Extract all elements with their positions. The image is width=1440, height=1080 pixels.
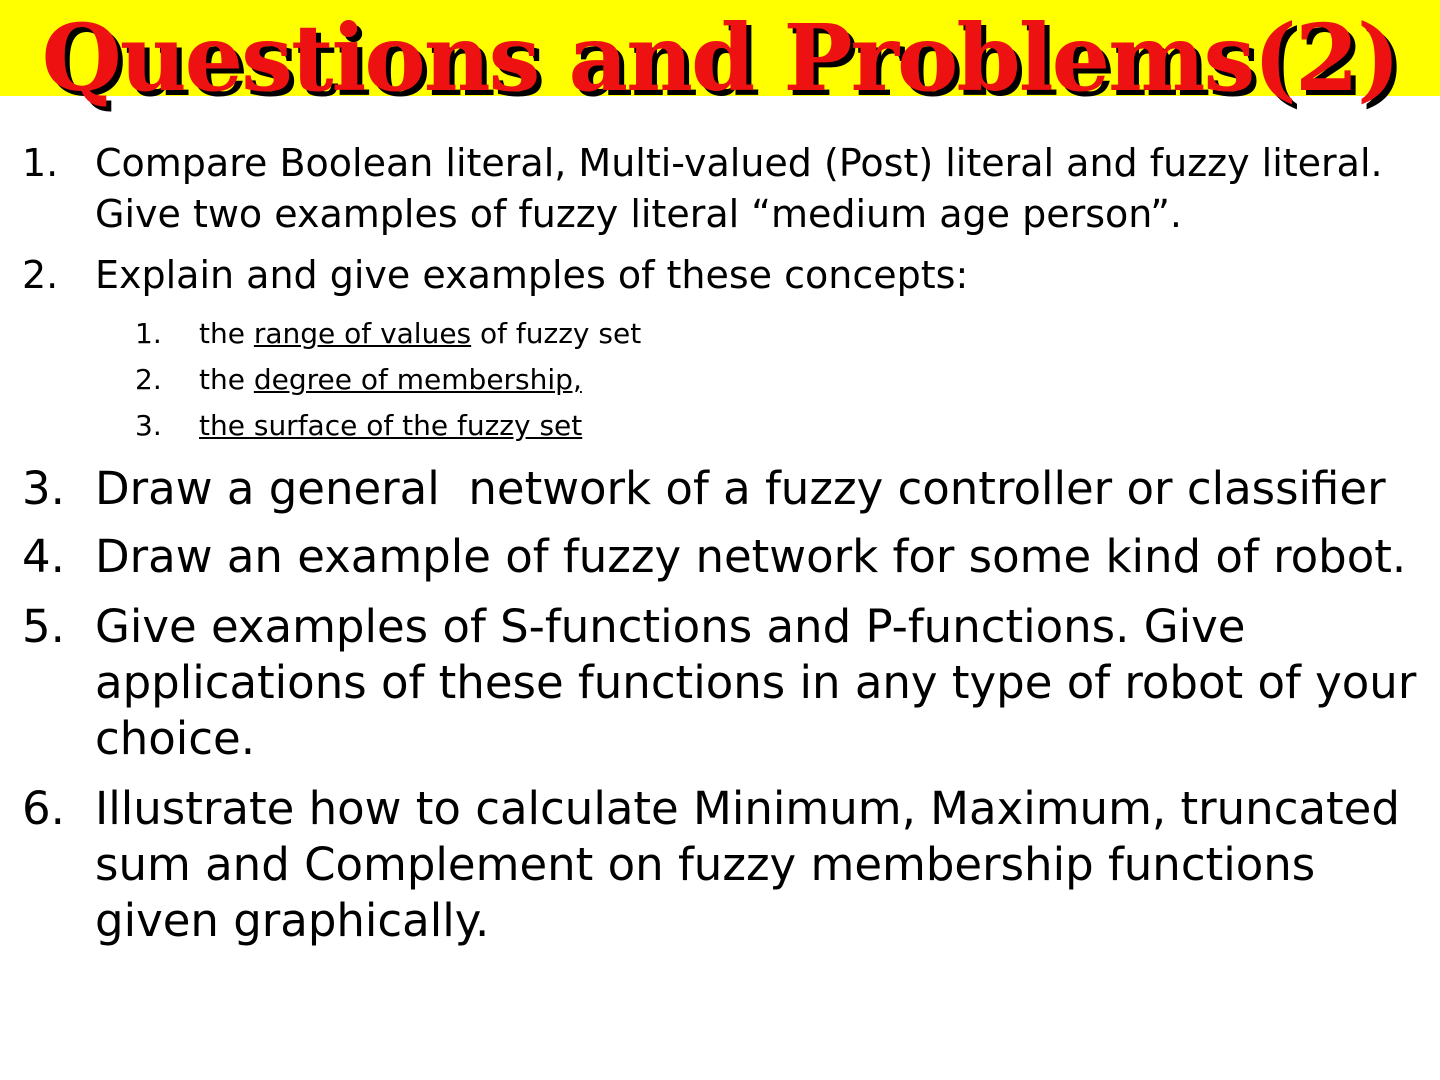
question-item-1 xyxy=(0,138,1440,240)
question-text: Illustrate how to calculate Minimum, Maximum, truncated sum and Complement on fuzzy membership functions given graphically. xyxy=(95,782,1400,947)
question-number: 6. xyxy=(22,782,65,835)
question-number: 1. xyxy=(22,141,59,185)
question-text: Give examples of S-functions and P-functions. Give applications of these functions in any type of robot of your choice. xyxy=(95,600,1417,765)
concept-suffix: of fuzzy set xyxy=(471,317,642,350)
concept-sublist xyxy=(0,311,1440,449)
question-text: Draw a general network of a fuzzy controller or classifier xyxy=(95,462,1386,515)
question-text: Draw an example of fuzzy network for some kind of robot. xyxy=(95,530,1407,583)
concept-item-3 xyxy=(0,403,1440,449)
question-item-6 xyxy=(0,781,1440,949)
question-item-5 xyxy=(0,599,1440,767)
concept-underlined: the surface of the fuzzy set xyxy=(199,409,583,442)
question-text: Explain and give examples of these concepts: xyxy=(95,253,969,297)
slide-title: Questions and Problems(2) xyxy=(41,4,1399,112)
question-item-4 xyxy=(0,529,1440,585)
concept-item-1 xyxy=(0,311,1440,357)
question-item-3 xyxy=(0,461,1440,517)
concept-number: 2. xyxy=(135,363,162,396)
question-number: 2. xyxy=(22,253,59,297)
concept-prefix: the xyxy=(199,363,254,396)
concept-underlined: range of values xyxy=(253,317,472,350)
concept-underlined: degree of membership, xyxy=(253,363,582,396)
question-list xyxy=(0,138,1440,949)
concept-number: 3. xyxy=(135,409,162,442)
question-number: 4. xyxy=(22,530,65,583)
concept-prefix: the xyxy=(199,317,254,350)
question-number: 3. xyxy=(22,462,65,515)
question-text: Compare Boolean literal, Multi-valued (Post) literal and fuzzy literal. Give two examples of fuzzy literal “medium age person”. xyxy=(95,141,1383,236)
concept-item-2 xyxy=(0,357,1440,403)
question-number: 5. xyxy=(22,600,65,653)
concept-number: 1. xyxy=(135,317,162,350)
question-item-2 xyxy=(0,250,1440,301)
